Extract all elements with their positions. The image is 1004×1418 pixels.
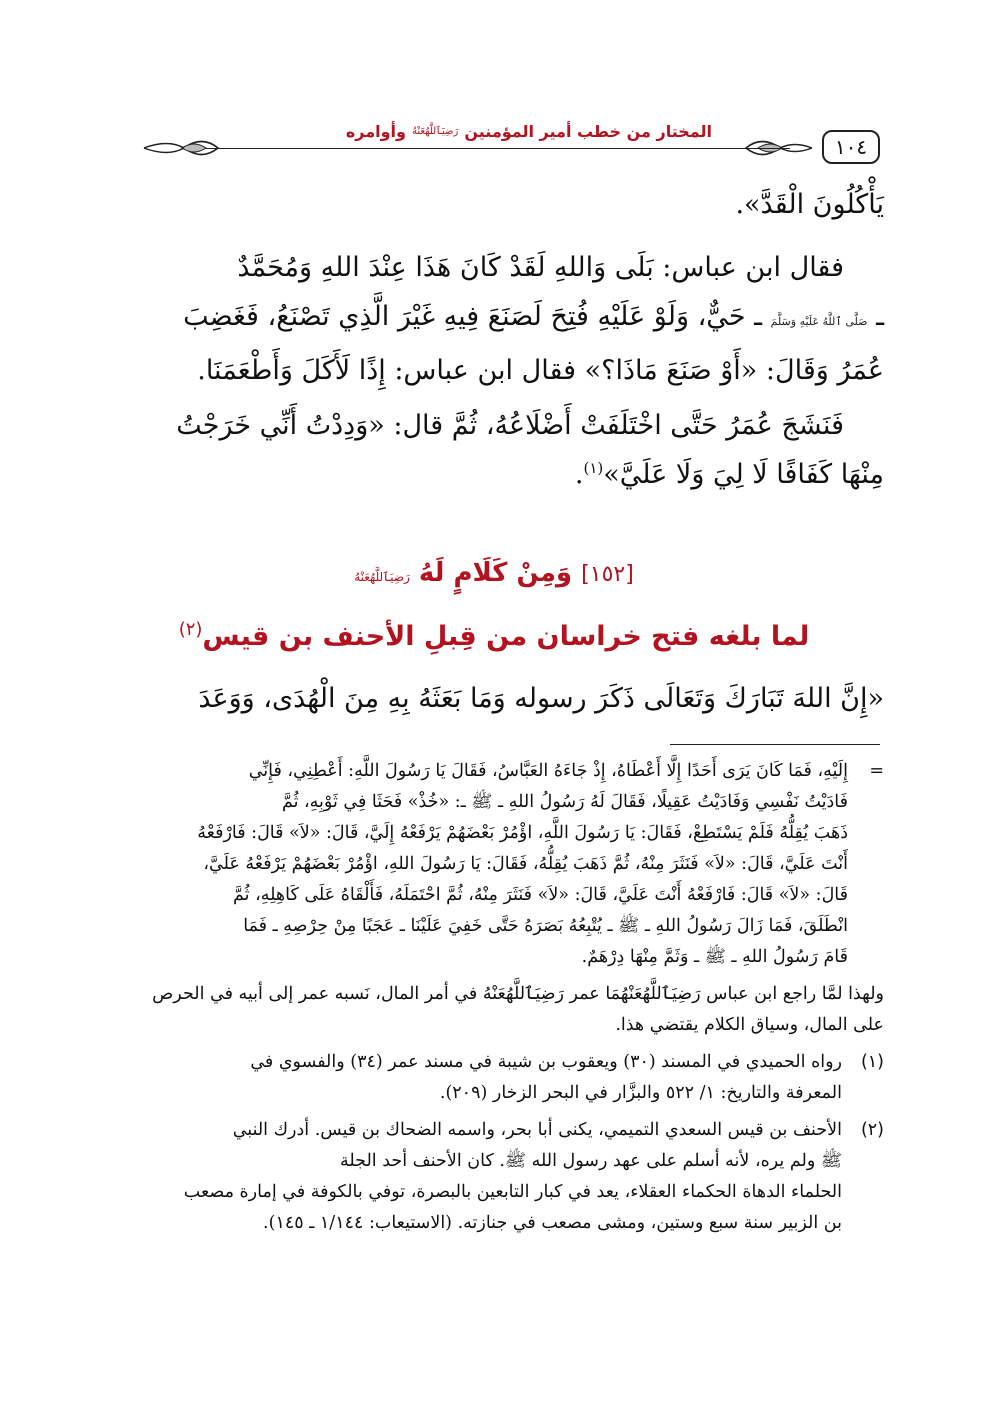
footnote-cont-line-6: انْطَلَقَ، فَمَا زَالَ رَسُولُ اللهِ ـ ﷺ ـ يُتْبِعُهُ بَصَرَهُ حَتَّى خَفِيَ عَلَيْنَا ـ عَجَبًا مِنْ حِرْصِهِ ـ فَمَا <box>243 916 848 936</box>
running-title-honorific: رَضِيَٱللَّهُعَنْهُ <box>411 126 459 137</box>
footnote-separator <box>670 744 880 745</box>
body-line-1: يَأْكُلُونَ الْقَدَّ». <box>735 189 884 220</box>
footnote-2-line-2: ﷺ ولم يره، لأنه أسلم على عهد رسول الله ﷺ. كان الأحنف أحد الجلة <box>340 1151 842 1171</box>
salla-honorific: صَلَّى ٱللَّهُ عَلَيْهِ وَسَلَّمَ <box>770 315 868 328</box>
footnote-cont-line-2: فَادَيْتُ نَفْسِي وَفَادَيْتُ عَقِيلًا، فَقَالَ لَهُ رَسُولُ اللهِ ـ ﷺ ـ: «خُذْ» فَحَثَا فِي ثَوْبِهِ، ثُمَّ <box>281 792 848 812</box>
footnote-2 <box>104 1115 884 1239</box>
body-line-3-dash: ـ <box>876 301 884 332</box>
page-number: ١٠٤ <box>822 130 880 164</box>
footnote-1 <box>104 1047 884 1109</box>
body-line-4: عُمَرُ وَقَالَ: «أَوْ صَنَعَ مَاذَا؟» فقال ابن عباس: إِذًا لَأَكَلَ وَأَطْعَمَنَا. <box>197 355 884 386</box>
footnote-cont-line-7: قَامَ رَسُولُ اللهِ ـ ﷺ ـ وَثَمَّ مِنْهَا دِرْهَمٌ. <box>581 947 848 967</box>
footnote-ref-1[interactable]: (١) <box>583 459 604 477</box>
body-line-6-text: مِنْهَا كَفَافًا لَا لِيَ وَلَا عَلَيَّ» <box>603 459 884 490</box>
footnote-1-line-1: رواه الحميدي في المسند (٣٠) ويعقوب بن شيبة في مسند عمر (٣٤) والفسوي في <box>250 1052 842 1072</box>
section-first-line: «إِنَّ اللهَ تَبَارَكَ وَتَعَالَى ذَكَرَ رسوله وَمَا بَعَثَهُ بِهِ مِنَ الْهُدَى، وَوَعَدَ <box>198 683 884 714</box>
footnote-1-line-2: المعرفة والتاريخ: ١/ ٥٢٢ والبزَّار في البحر الزخار (٢٠٩). <box>439 1083 842 1103</box>
footnote-continuation <box>104 756 884 973</box>
running-title-suffix: وأوامره <box>345 122 406 141</box>
footnote-cont-line-1: إِلَيْهِ، فَمَا كَانَ يَرَى أَحَدًا إِلَّا أَعْطَاهُ، إِذْ جَاءَهُ العَبَّاسُ، فَقَالَ يَا رَسُولَ اللَّهِ: أَعْطِنِي، فَإِنِّي <box>248 761 848 781</box>
footnote-2-line-3: الحلماء الدهاة الحكماء العقلاء، يعد في كبار التابعين بالبصرة، توفي بالكوفة في إمارة مصعب <box>183 1182 842 1202</box>
section-title-text: وَمِنْ كَلَامٍ لَهُ <box>418 558 573 588</box>
footnote-2-line-4: بن الزبير سنة سبع وستين، ومشى مصعب في جنازته. (الاستيعاب: ١/١٤٤ ـ ١٤٥). <box>263 1213 842 1233</box>
section-title <box>104 548 884 602</box>
footnote-cont-line-3: ذَهَبَ يُقِلُّهُ فَلَمْ يَسْتَطِعْ، فَقَالَ: يَا رَسُولَ اللَّهِ، اؤْمُرْ بَعْضَهُمْ يَرْفَعْهُ إِلَيَّ، قَالَ: «لاَ» قَالَ: فَارْفَعْهُ <box>197 823 848 843</box>
footnotes <box>104 756 884 1239</box>
running-title <box>346 122 712 141</box>
body-line-3 <box>104 292 884 346</box>
footnote-2-line-1: الأحنف بن قيس السعدي التميمي، يكنى أبا بحر، واسمه الضحاك بن قيس. أدرك النبي <box>232 1120 842 1140</box>
footnote-note-line-2: على المال، وسياق الكلام يقتضي هذا. <box>615 1015 884 1035</box>
footnote-ref-2[interactable]: (٢) <box>178 619 203 640</box>
main-text <box>104 180 884 499</box>
body-line-6-end: . <box>574 459 584 490</box>
body-line-5: فَنَشَجَ عُمَرُ حَتَّى اخْتَلَفَتْ أَضْلَاعُهُ، ثُمَّ قال: «وَدِدْتُ أَنِّي خَرَجْتُ <box>176 410 844 441</box>
section-subtitle <box>104 602 884 665</box>
section-heading <box>104 548 884 665</box>
body-line-2: فقال ابن عباس: بَلَى وَاللهِ لَقَدْ كَانَ هَذَا عِنْدَ اللهِ وَمُحَمَّدٌ <box>237 252 844 283</box>
footnote-1-number: (١) <box>860 1052 884 1072</box>
header-ornament-left-icon <box>140 133 220 163</box>
footnote-cont-line-5: قَالَ: «لاَ» قَالَ: فَارْفَعْهُ أَنْتَ عَلَيَّ، قَالَ: «لاَ» فَنَثَرَ مِنْهُ، ثُمَّ احْتَمَلَهُ، فَأَلْقَاهُ عَلَى كَاهِلِهِ، ثُمَّ <box>232 885 848 905</box>
footnote-note-line-1: ولهذا لمَّا راجع ابن عباس رَضِيَٱللَّهُعَنْهُمَا عمر رَضِيَٱللَّهُعَنْهُ في أمر المال، نَسبه عمر إلى أبيه في الحرص <box>152 984 884 1004</box>
footnote-2-number: (٢) <box>860 1120 884 1140</box>
running-header <box>140 118 880 168</box>
body-line-3-text: ـ حَيٌّ، وَلَوْ عَلَيْهِ فُتِحَ لَصَنَعَ فِيهِ غَيْرَ الَّذِي تَصْنَعُ، فَغَضِبَ <box>183 301 762 332</box>
section-honorific: رَضِيَٱللَّهُعَنْهُ <box>354 570 410 584</box>
footnote-cont-line-4: أَنْتَ عَلَيَّ، قَالَ: «لاَ» فَنَثَرَ مِنْهُ، ثُمَّ ذَهَبَ يُقِلُّهُ، فَقَالَ: يَا رَسُولَ اللهِ، اؤْمُرْ بَعْضَهُمْ يَرْفَعْهُ عَلَيَّ، <box>203 854 848 874</box>
running-title-main: المختار من خطب أمير المؤمنين <box>464 122 712 141</box>
continuation-mark: = <box>869 761 884 781</box>
section-subtitle-text: لما بلغه فتح خراسان من قِبلِ الأحنف بن قيس <box>202 621 810 652</box>
footnote-note <box>104 979 884 1041</box>
section-number: [١٥٢] <box>581 562 634 587</box>
header-rule <box>200 148 790 149</box>
body-line-6 <box>104 450 884 499</box>
